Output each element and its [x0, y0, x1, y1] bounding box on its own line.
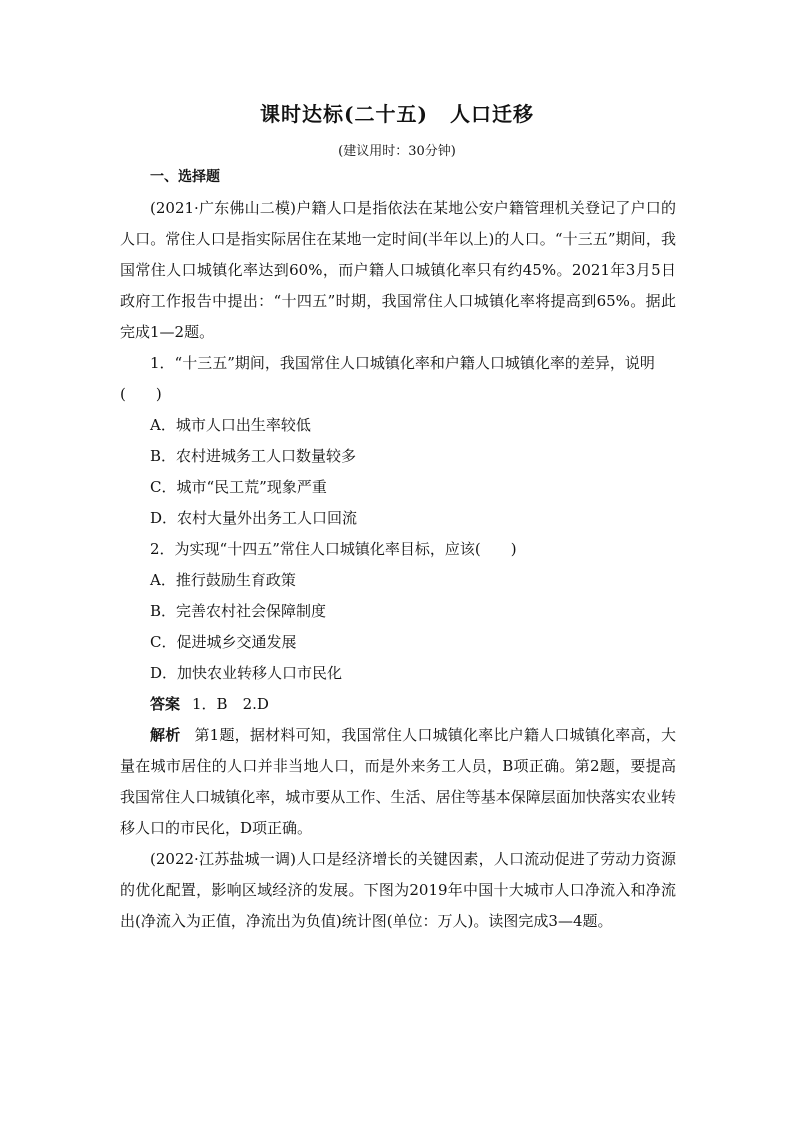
- question-2-option-c: C．促进城乡交通发展: [150, 633, 297, 651]
- question-2-stem: 2．为实现“十四五”常住人口城镇化率目标，应该( ): [150, 540, 517, 558]
- answer-text: 1．B 2.D: [192, 695, 269, 713]
- answer-label: 答案: [150, 695, 181, 713]
- answer-line: [120, 689, 676, 720]
- suggested-time: (建议用时：30分钟): [338, 144, 456, 159]
- title-topic: 人口迁移: [449, 102, 534, 126]
- question-1-option-d: D．农村大量外出务工人口回流: [150, 509, 358, 527]
- question-2-option-a: A．推行鼓励生育政策: [150, 571, 296, 589]
- question-1-stem: 1．“十三五”期间，我国常住人口城镇化率和户籍人口城镇化率的差异，说明( ): [120, 354, 655, 403]
- document-body: [120, 162, 676, 937]
- analysis-text: 第1题，据材料可知，我国常住人口城镇化率比户籍人口城镇化率高，大量在城市居住的人口并非当地人口，而是外来务工人员，B项正确。第2题，要提高我国常住人口城镇化率，城市要从工作、生活、居住等基本保障层面加快落实农业转移人口的市民化，D项正确。: [120, 726, 676, 837]
- question-2-option-b: B．完善农村社会保障制度: [150, 602, 327, 620]
- analysis-label: 解析: [150, 726, 181, 744]
- question-2-option-d: D．加快农业转移人口市民化: [150, 664, 343, 682]
- page-title: [0, 98, 794, 127]
- question-1-option-a: A．城市人口出生率较低: [150, 416, 311, 434]
- passage-1: (2021·广东佛山二模)户籍人口是指依法在某地公安户籍管理机关登记了户口的人口。常住人口是指实际居住在某地一定时间(半年以上)的人口。“十三五”期间，我国常住人口城镇化率达到60%，而户籍人口城镇化率只有约45%。2021年3月5日政府工作报告中提出：“十四五”时期，我国常住人口城镇化率将提高到65%。据此完成1—2题。: [120, 199, 676, 341]
- title-main: 课时达标(二十五): [260, 102, 428, 126]
- section-heading: 一、选择题: [150, 169, 220, 185]
- analysis-paragraph: [120, 720, 676, 844]
- question-1-option-c: C．城市“民工荒”现象严重: [150, 478, 327, 496]
- question-1-option-b: B．农村进城务工人口数量较多: [150, 447, 357, 465]
- passage-2: (2022·江苏盐城一调)人口是经济增长的关键因素，人口流动促进了劳动力资源的优化配置，影响区域经济的发展。下图为2019年中国十大城市人口净流入和净流出(净流入为正值，净流出为负值)统计图(单位：万人)。读图完成3—4题。: [120, 850, 676, 930]
